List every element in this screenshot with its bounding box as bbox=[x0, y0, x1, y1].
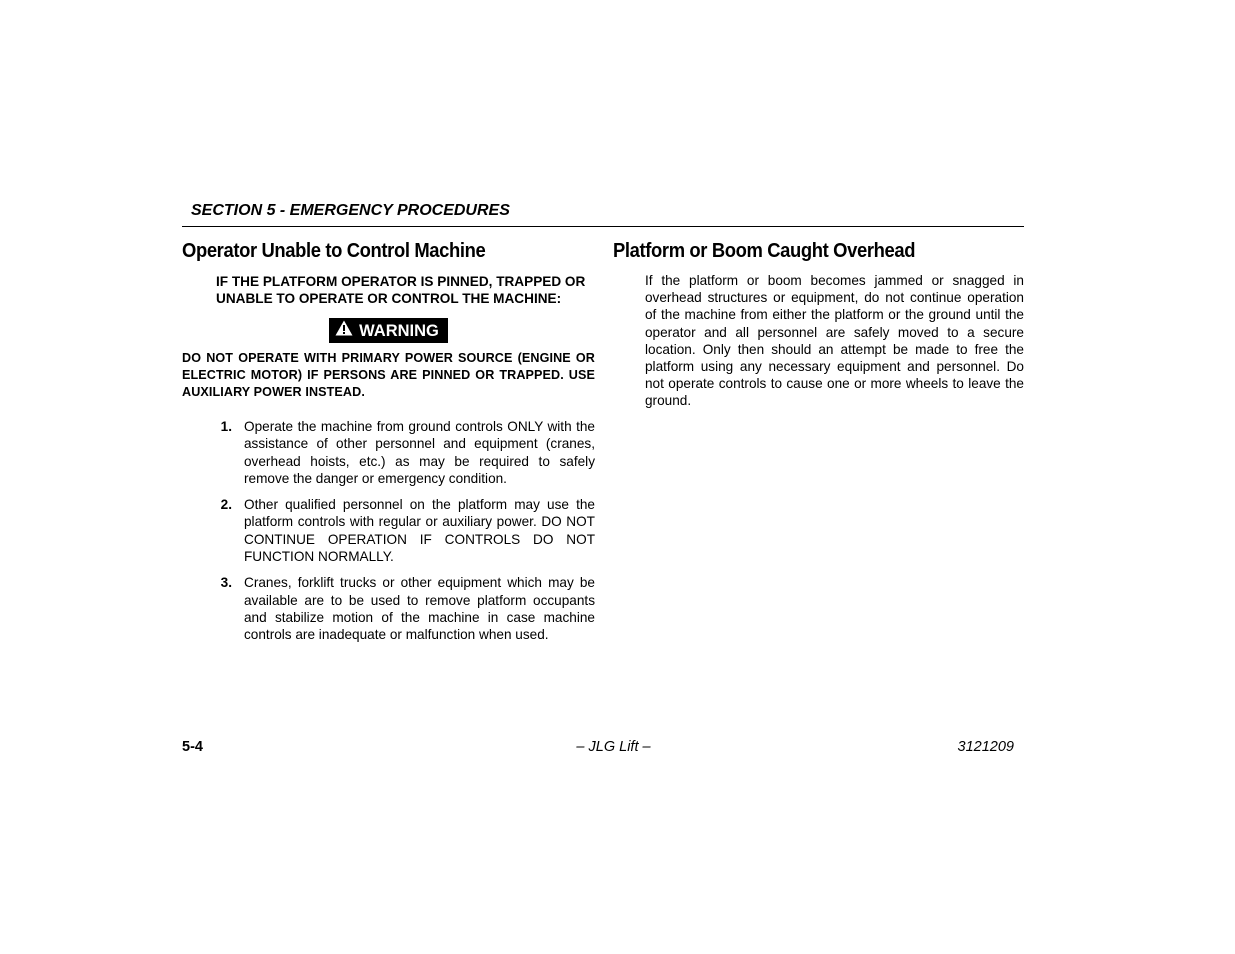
step-text: Cranes, forklift trucks or other equipment which may be available are to be used to remove platform occupants and stabilize motion of the machine in case machine controls are inadequate or malfunction when used. bbox=[244, 575, 595, 643]
warning-text: DO NOT OPERATE WITH PRIMARY POWER SOURCE (ENGINE OR ELECTRIC MOTOR) IF PERSONS ARE PINNED OR TRAPPED. USE AUXILIARY POWER INSTEAD. bbox=[182, 351, 595, 399]
warning-label: WARNING bbox=[359, 321, 439, 340]
intro-instruction: IF THE PLATFORM OPERATOR IS PINNED, TRAPPED OR UNABLE TO OPERATE OR CONTROL THE MACHINE: bbox=[216, 274, 586, 306]
warning-badge bbox=[329, 318, 448, 343]
step-number: 3. bbox=[220, 575, 232, 591]
section-header: SECTION 5 - EMERGENCY PROCEDURES bbox=[191, 202, 510, 219]
right-column bbox=[613, 238, 1024, 410]
step-number: 1. bbox=[220, 419, 232, 434]
list-item bbox=[182, 418, 595, 487]
warning-triangle-icon bbox=[335, 320, 353, 341]
list-item bbox=[182, 574, 595, 643]
step-text: Operate the machine from ground controls ONLY with the assistance of other personnel and equipment (cranes, overhead hoists, etc.) as may be required to safely remove the danger or emergency condition. bbox=[244, 419, 595, 486]
platform-caught-body: If the platform or boom becomes jammed or snagged in overhead structures or equipment, do not continue operation of the machine from either the platform or the ground until the operator and all personnel are safely moved to a secure location. Only then should an attempt be made to free the platform using any necessary equipment and personnel. Do not operate controls to cause one or more wheels to leave the ground. bbox=[645, 273, 1024, 409]
footer-title: – JLG Lift – bbox=[576, 739, 651, 755]
left-column bbox=[182, 238, 595, 653]
step-text: Other qualified personnel on the platform may use the platform controls with regular or auxiliary power. DO NOT CONTINUE OPERATION IF CONTROLS DO NOT FUNCTION NORMALLY. bbox=[244, 497, 595, 565]
operator-unable-heading: Operator Unable to Control Machine bbox=[182, 240, 486, 262]
header-rule bbox=[182, 226, 1024, 227]
page-number: 5-4 bbox=[182, 739, 203, 755]
document-number: 3121209 bbox=[957, 739, 1014, 755]
procedure-steps bbox=[182, 418, 595, 644]
platform-caught-heading: Platform or Boom Caught Overhead bbox=[613, 240, 916, 262]
step-number: 2. bbox=[220, 497, 232, 513]
warning-box bbox=[182, 318, 595, 343]
list-item bbox=[182, 496, 595, 565]
